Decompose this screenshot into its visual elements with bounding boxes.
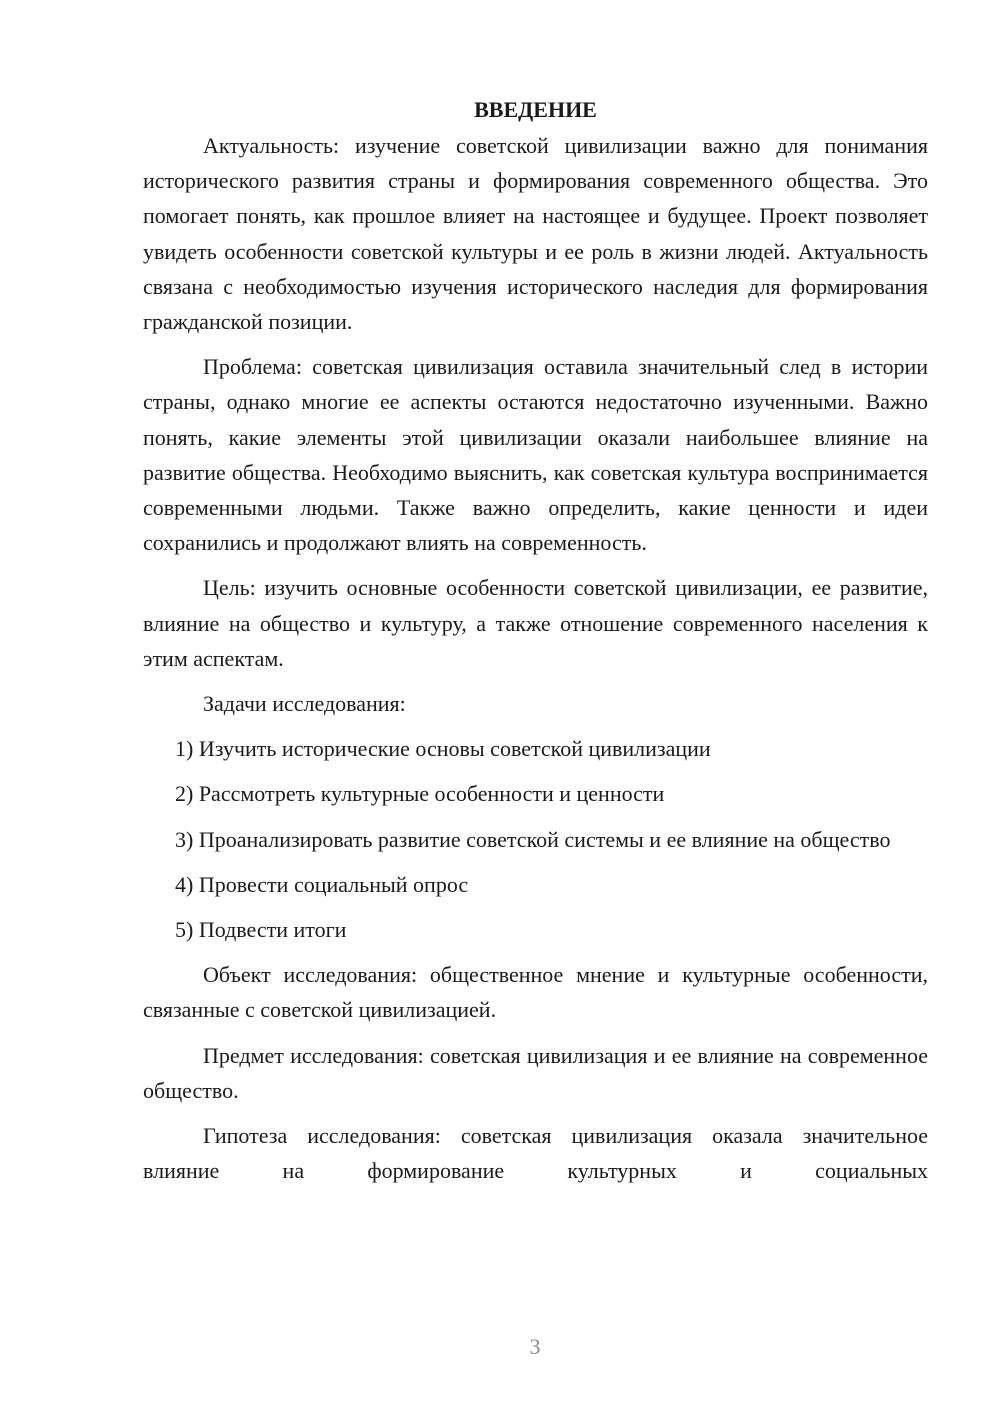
tasks-list bbox=[143, 731, 928, 947]
hypothesis-paragraph: Гипотеза исследования: советская цивилизация оказала значительное влияние на формирование культурных и социальных bbox=[143, 1123, 928, 1184]
list-item: 3) Проанализировать развитие советской системы и ее влияние на общество bbox=[175, 826, 891, 852]
list-item: 1) Изучить исторические основы советской цивилизации bbox=[175, 736, 711, 762]
object-paragraph: Объект исследования: общественное мнение и культурные особенности, связанные с советской цивилизацией. bbox=[143, 962, 928, 1023]
section-heading: ВВЕДЕНИЕ bbox=[474, 97, 597, 122]
list-item: 2) Рассмотреть культурные особенности и ценности bbox=[175, 781, 665, 807]
list-item: 4) Провести социальный опрос bbox=[175, 871, 469, 897]
relevance-paragraph: Актуальность: изучение советской цивилизации важно для понимания исторического развития страны и формирования современного общества. Это помогает понять, как прошлое влияет на настоящее и будущее. Проект позволяет увидеть особенности советской культуры и ее роль в жизни людей. Актуальность связана с необходимостью изучения исторического наследия для формирования гражданской позиции. bbox=[143, 133, 928, 335]
page-content bbox=[143, 94, 928, 1198]
list-item: 5) Подвести итоги bbox=[175, 917, 347, 943]
goal-paragraph: Цель: изучить основные особенности советской цивилизации, ее развитие, влияние на общество и культуру, а также отношение современного населения к этим аспектам. bbox=[143, 575, 928, 671]
problem-paragraph: Проблема: советская цивилизация оставила значительный след в истории страны, однако многие ее аспекты остаются недостаточно изученными. Важно понять, какие элементы этой цивилизации оказали наибольшее влияние на развитие общества. Необходимо выяснить, как советская культура воспринимается современными людьми. Также важно определить, какие ценности и идеи сохранились и продолжают влиять на современность. bbox=[143, 354, 928, 556]
subject-paragraph: Предмет исследования: советская цивилизация и ее влияние на современное общество. bbox=[143, 1042, 928, 1103]
tasks-title: Задачи исследования: bbox=[203, 691, 406, 717]
page-number: 3 bbox=[529, 1334, 541, 1359]
